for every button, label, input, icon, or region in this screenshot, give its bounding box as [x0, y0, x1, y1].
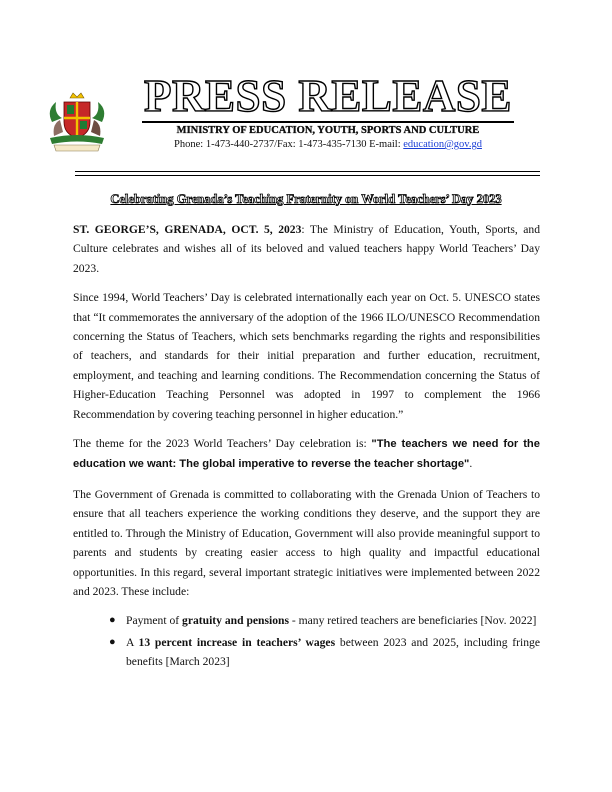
list-item: ● Payment of gratuity and pensions - many retired teachers are beneficiaries [Nov. 2022] [73, 611, 540, 630]
theme-intro: The theme for the 2023 World Teachers’ Day celebration is: [73, 437, 372, 451]
article-body [73, 220, 540, 674]
ministry-name: MINISTRY OF EDUCATION, YOUTH, SPORTS AND CULTURE [176, 125, 480, 136]
grenada-coat-of-arms-icon [44, 92, 110, 154]
theme-quote: "The teachers we need for the education we want: The global imperative to reverse the teacher shortage" [73, 438, 540, 471]
paragraph-government: The Government of Grenada is committed to collaborating with the Grenada Union of Teachers to ensure that all teachers experience the working conditions they deserve, and the support they are entitled to. Through the Ministry of Education, Government will also provide meaningful support to parents and students by creating easier access to high quality and impactful educational opportunities. In this regard, several important strategic initiatives were implemented between 2022 and 2023. These include: [73, 487, 540, 598]
title-underline [142, 121, 514, 123]
list-item: ● A 13 percent increase in teachers’ wages between 2023 and 2025, including fringe benefits [March 2023] [73, 633, 540, 672]
email-link[interactable]: education@gov.gd [403, 139, 482, 150]
headline: Celebrating Grenada’s Teaching Fraternity on World Teachers’ Day 2023 [110, 192, 502, 206]
theme-end: . [469, 457, 473, 471]
contact-phone-fax: Phone: 1-473-440-2737/Fax: 1-473-435-7130 E-mail: [174, 139, 404, 150]
initiatives-list [73, 611, 540, 671]
dateline: ST. GEORGE’S, GRENADA, OCT. 5, 2023 [73, 223, 302, 236]
bullet-icon: ● [109, 614, 116, 627]
bullet-icon: ● [109, 635, 116, 648]
intro-text: : The Ministry of Education, Youth, Sports, and Culture celebrates and wishes all of its beloved and valued teachers happy World Teachers’ Day 2023. [73, 223, 540, 275]
paragraph-theme [73, 434, 540, 475]
paragraph-history: Since 1994, World Teachers’ Day is celebrated internationally each year on Oct. 5. UNESCO states that “It commemorates the anniversary of the adoption of the 1966 ILO/UNESCO Recommendation concerning the Status of Teachers, which sets benchmarks regarding the rights and responsibilities of teachers, and standards for their initial preparation and further education, recruitment, employment, and teaching and learning conditions. The Recommendation concerning the Status of Higher-Education Teaching Personnel was adopted in 1997 to complement the 1966 Recommendation by covering teaching personnel in higher education.” [73, 291, 540, 421]
contact-line [144, 140, 512, 151]
header-divider [75, 171, 540, 176]
paragraph-intro [73, 220, 540, 278]
press-release-title: PRESS RELEASE [144, 71, 512, 121]
